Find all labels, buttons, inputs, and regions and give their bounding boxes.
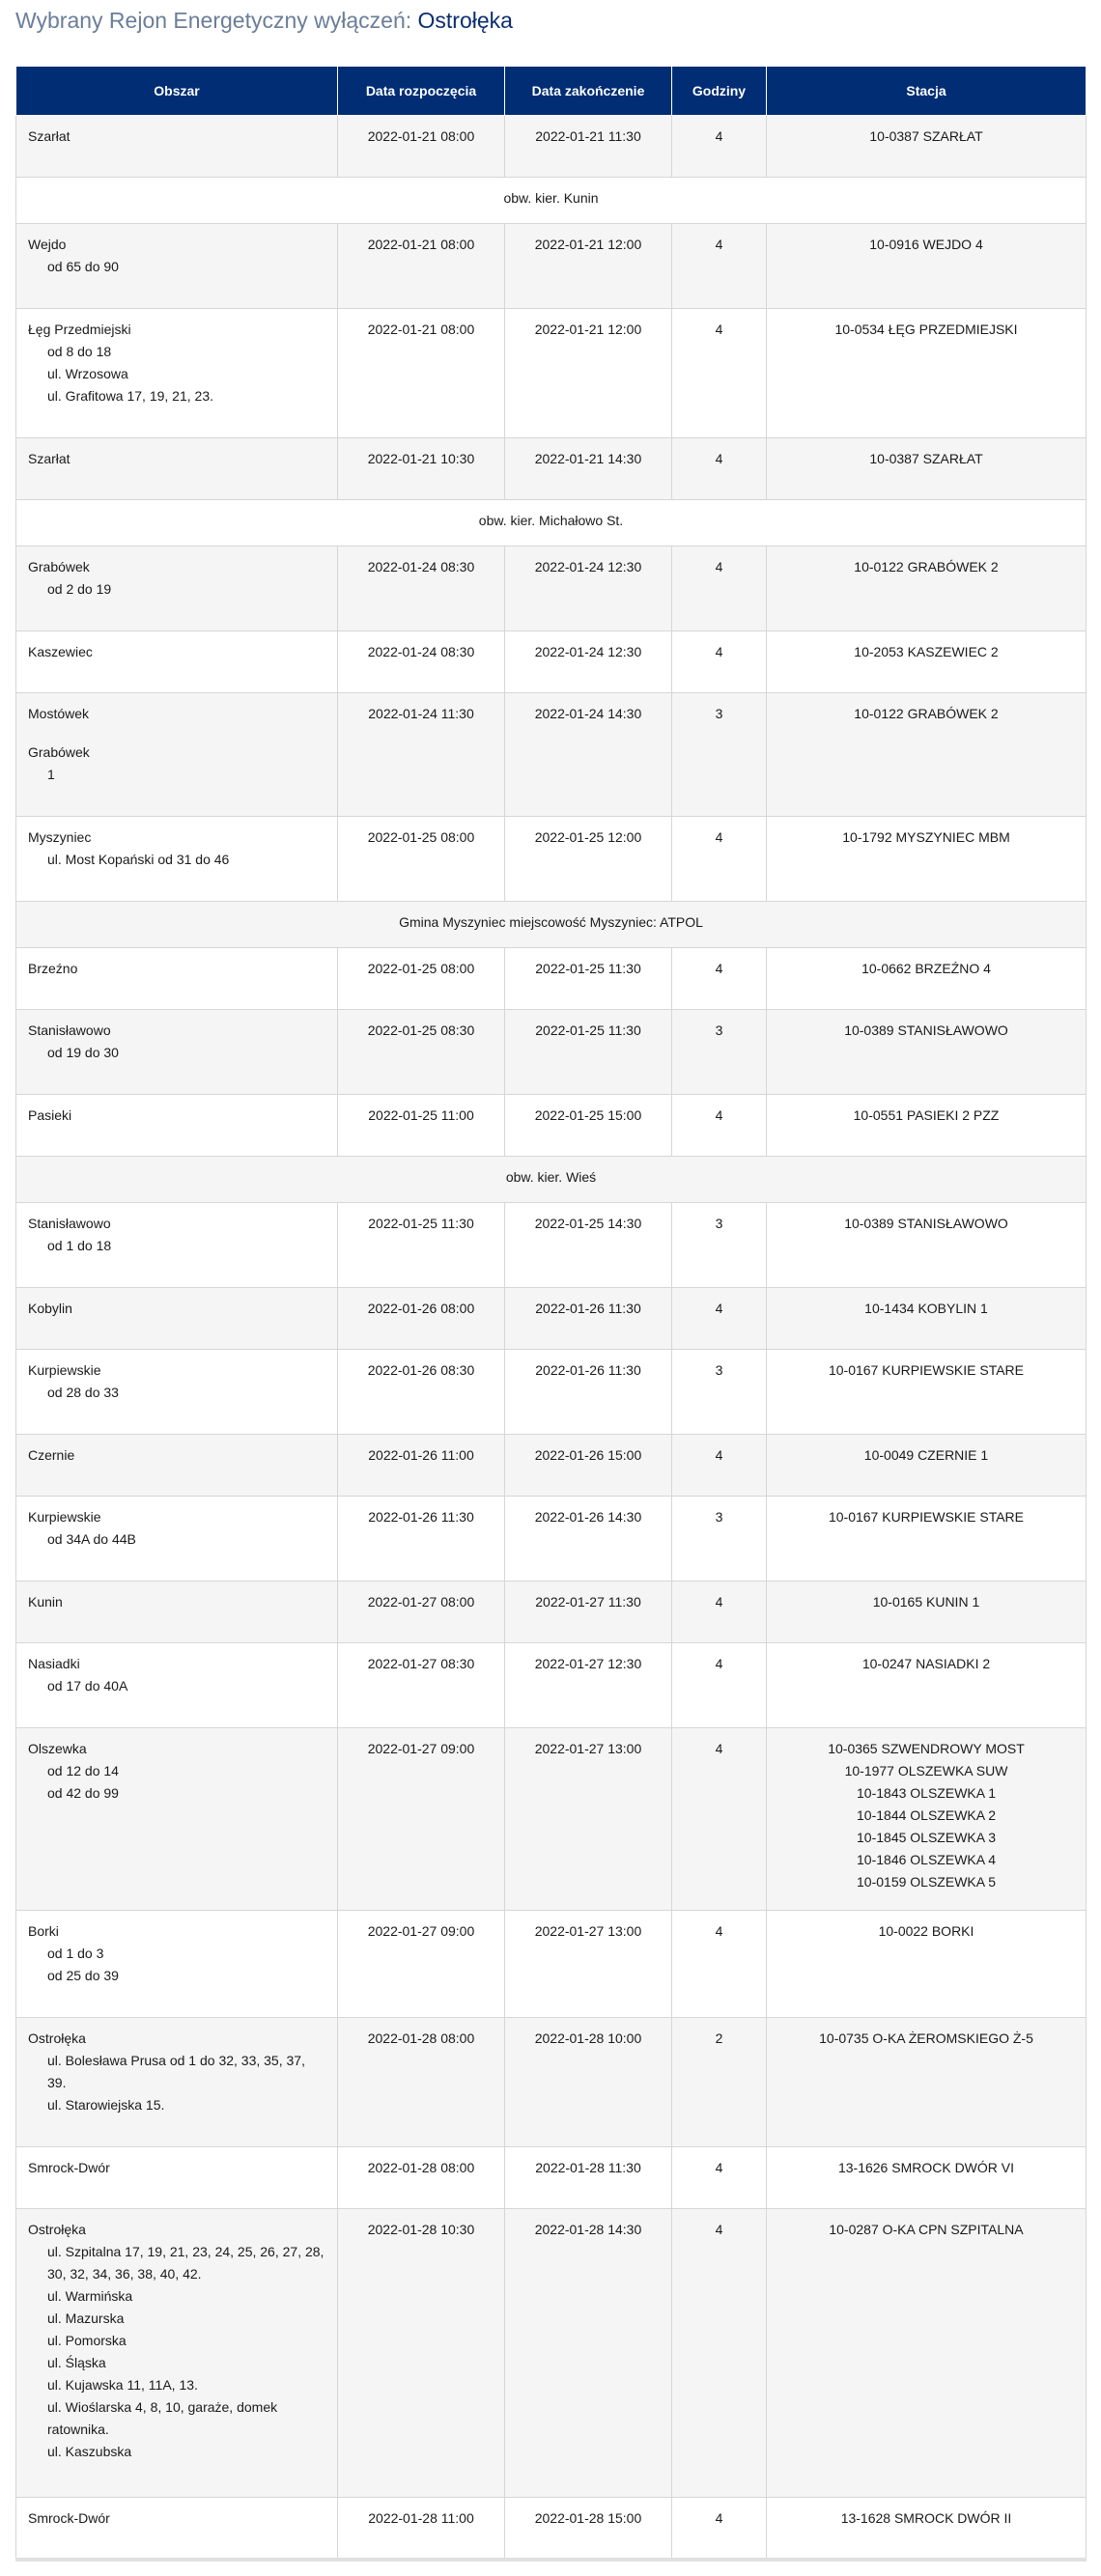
cell-area <box>16 1010 338 1095</box>
table-row <box>16 1911 1087 2018</box>
area-name: Nasiadki <box>28 1656 80 1671</box>
cell-start-date: 2022-01-25 08:00 <box>338 817 505 902</box>
cell-area <box>16 1288 338 1350</box>
cell-end-date: 2022-01-21 12:00 <box>505 309 672 438</box>
cell-end-date: 2022-01-21 14:30 <box>505 438 672 500</box>
cell-hours: 4 <box>672 1643 767 1728</box>
area-name: Myszyniec <box>28 829 92 845</box>
cell-area <box>16 1728 338 1911</box>
table-row <box>16 1010 1087 1095</box>
group-label: obw. kier. Wieś <box>16 1157 1087 1203</box>
group-label: obw. kier. Kunin <box>16 178 1087 224</box>
cell-area <box>16 2498 338 2560</box>
area-detail: ul. Kujawska 11, 11A, 13. <box>47 2377 198 2393</box>
station-id: 10-1846 OLSZEWKA 4 <box>857 1852 996 1867</box>
group-row <box>16 1157 1087 1203</box>
cell-end-date: 2022-01-25 14:30 <box>505 1203 672 1288</box>
area-detail: ul. Starowiejska 15. <box>47 2097 165 2113</box>
cell-start-date: 2022-01-25 11:30 <box>338 1203 505 1288</box>
cell-end-date: 2022-01-26 11:30 <box>505 1350 672 1435</box>
area-name: Brzeźno <box>28 961 78 976</box>
area-detail: od 1 do 3 <box>47 1946 104 1961</box>
station-id: 10-0122 GRABÓWEK 2 <box>854 559 999 574</box>
area-name: Stanisławowo <box>28 1022 111 1038</box>
table-body <box>16 116 1087 2560</box>
area-detail: ul. Pomorska <box>47 2333 127 2348</box>
area-detail: ul. Kaszubska <box>47 2444 132 2459</box>
station-id: 10-0551 PASIEKI 2 PZZ <box>853 1107 1000 1123</box>
table-row <box>16 948 1087 1010</box>
cell-hours: 3 <box>672 1497 767 1582</box>
station-id: 10-0389 STANISŁAWOWO <box>844 1216 1008 1231</box>
area-detail: ul. Wioślarska 4, 8, 10, garaże, domek ratownika. <box>47 2399 278 2437</box>
cell-area <box>16 224 338 309</box>
area-detail: ul. Mazurska <box>47 2310 125 2326</box>
cell-station <box>767 1288 1087 1350</box>
cell-station <box>767 1911 1087 2018</box>
cell-end-date: 2022-01-24 12:30 <box>505 546 672 631</box>
cell-area <box>16 546 338 631</box>
table-row <box>16 1497 1087 1582</box>
cell-area <box>16 1911 338 2018</box>
area-name: Szarłat <box>28 451 71 466</box>
cell-hours: 4 <box>672 2147 767 2209</box>
cell-start-date: 2022-01-27 08:00 <box>338 1582 505 1643</box>
station-id: 10-2053 KASZEWIEC 2 <box>854 644 999 659</box>
area-name: Grabówek <box>28 559 90 574</box>
cell-area <box>16 1497 338 1582</box>
cell-start-date: 2022-01-25 11:00 <box>338 1095 505 1157</box>
area-detail: ul. Warmińska <box>47 2288 133 2304</box>
selected-region: Ostrołęka <box>417 8 513 33</box>
cell-start-date: 2022-01-24 08:30 <box>338 631 505 693</box>
cell-end-date: 2022-01-25 11:30 <box>505 1010 672 1095</box>
cell-end-date: 2022-01-28 14:30 <box>505 2209 672 2498</box>
station-id: 10-0735 O-KA ŻEROMSKIEGO Ż-5 <box>819 2030 1033 2046</box>
cell-station <box>767 631 1087 693</box>
area-name: Ostrołęka <box>28 2030 86 2046</box>
area-detail: od 42 do 99 <box>47 1785 119 1801</box>
station-id: 10-1843 OLSZEWKA 1 <box>857 1785 996 1801</box>
station-id: 13-1626 SMROCK DWÓR VI <box>837 2160 1015 2175</box>
table-row <box>16 1350 1087 1435</box>
cell-start-date: 2022-01-28 11:00 <box>338 2498 505 2560</box>
cell-area <box>16 2209 338 2498</box>
station-id: 10-1792 MYSZYNIEC MBM <box>842 829 1010 845</box>
cell-station <box>767 2147 1087 2209</box>
cell-area <box>16 2018 338 2147</box>
cell-start-date: 2022-01-26 08:00 <box>338 1288 505 1350</box>
table-row <box>16 631 1087 693</box>
table-row <box>16 1203 1087 1288</box>
area-detail: od 28 do 33 <box>47 1385 119 1400</box>
cell-start-date: 2022-01-27 09:00 <box>338 1728 505 1911</box>
page-title <box>15 0 1086 66</box>
cell-start-date: 2022-01-28 08:00 <box>338 2018 505 2147</box>
area-detail: ul. Szpitalna 17, 19, 21, 23, 24, 25, 26, 27, 28, 30, 32, 34, 36, 38, 40, 42. <box>47 2244 325 2282</box>
cell-end-date: 2022-01-25 11:30 <box>505 948 672 1010</box>
cell-hours: 4 <box>672 1095 767 1157</box>
area-name: Czernie <box>28 1447 75 1463</box>
cell-station <box>767 948 1087 1010</box>
cell-start-date: 2022-01-24 11:30 <box>338 693 505 817</box>
station-id: 10-0365 SZWENDROWY MOST <box>828 1741 1025 1756</box>
table-row <box>16 224 1087 309</box>
area-detail: ul. Śląska <box>47 2355 106 2370</box>
table-row <box>16 2147 1087 2209</box>
area-detail: ul. Wrzosowa <box>47 366 128 381</box>
area-detail: od 25 do 39 <box>47 1968 119 1983</box>
cell-start-date: 2022-01-28 10:30 <box>338 2209 505 2498</box>
area-name: Kaszewiec <box>28 644 93 659</box>
area-detail: od 34A do 44B <box>47 1531 136 1547</box>
area-detail: od 12 do 14 <box>47 1763 119 1778</box>
cell-end-date: 2022-01-26 11:30 <box>505 1288 672 1350</box>
group-row <box>16 902 1087 948</box>
area-detail: Grabówek <box>28 744 90 760</box>
table-row <box>16 693 1087 817</box>
cell-station <box>767 2018 1087 2147</box>
cell-hours: 4 <box>672 116 767 178</box>
area-name: Łęg Przedmiejski <box>28 322 131 337</box>
area-name: Szarłat <box>28 128 71 144</box>
cell-end-date: 2022-01-28 11:30 <box>505 2147 672 2209</box>
cell-hours: 4 <box>672 2209 767 2498</box>
area-detail: od 8 do 18 <box>47 344 112 359</box>
outage-table <box>15 66 1087 2562</box>
station-id: 10-1977 OLSZEWKA SUW <box>844 1763 1008 1778</box>
cell-area <box>16 631 338 693</box>
cell-station <box>767 1095 1087 1157</box>
column-header-start-date: Data rozpoczęcia <box>338 67 505 116</box>
cell-station <box>767 224 1087 309</box>
cell-station <box>767 2209 1087 2498</box>
table-row <box>16 309 1087 438</box>
column-header-hours: Godziny <box>672 67 767 116</box>
cell-station <box>767 1203 1087 1288</box>
cell-area <box>16 2147 338 2209</box>
cell-station <box>767 693 1087 817</box>
cell-start-date: 2022-01-21 08:00 <box>338 309 505 438</box>
group-row <box>16 500 1087 546</box>
cell-station <box>767 1350 1087 1435</box>
area-name: Smrock-Dwór <box>28 2510 110 2526</box>
cell-station <box>767 1435 1087 1497</box>
cell-hours: 3 <box>672 693 767 817</box>
cell-station <box>767 1582 1087 1643</box>
station-id: 10-0662 BRZEŹNO 4 <box>861 961 991 976</box>
table-row <box>16 546 1087 631</box>
cell-station <box>767 116 1087 178</box>
table-row <box>16 2498 1087 2560</box>
cell-area <box>16 1582 338 1643</box>
area-name: Olszewka <box>28 1741 87 1756</box>
station-id: 10-0049 CZERNIE 1 <box>863 1447 989 1463</box>
station-id: 10-0247 NASIADKI 2 <box>861 1656 991 1671</box>
cell-area <box>16 1350 338 1435</box>
cell-start-date: 2022-01-25 08:30 <box>338 1010 505 1095</box>
cell-area <box>16 1643 338 1728</box>
cell-hours: 4 <box>672 1911 767 2018</box>
table-row <box>16 438 1087 500</box>
column-header-end-date: Data zakończenie <box>505 67 672 116</box>
cell-hours: 3 <box>672 1350 767 1435</box>
area-name: Kurpiewskie <box>28 1509 101 1525</box>
table-row <box>16 1435 1087 1497</box>
cell-area <box>16 438 338 500</box>
cell-end-date: 2022-01-27 13:00 <box>505 1911 672 2018</box>
station-id: 10-0387 SZARŁAT <box>869 128 983 144</box>
cell-hours: 4 <box>672 948 767 1010</box>
cell-area <box>16 309 338 438</box>
cell-end-date: 2022-01-26 14:30 <box>505 1497 672 1582</box>
cell-hours: 4 <box>672 309 767 438</box>
cell-hours: 4 <box>672 1728 767 1911</box>
area-name: Kurpiewskie <box>28 1362 101 1378</box>
cell-hours: 4 <box>672 438 767 500</box>
group-label: Gmina Myszyniec miejscowość Myszyniec: ATPOL <box>16 902 1087 948</box>
cell-station <box>767 1643 1087 1728</box>
cell-end-date: 2022-01-27 13:00 <box>505 1728 672 1911</box>
table-row <box>16 2209 1087 2498</box>
cell-start-date: 2022-01-25 08:00 <box>338 948 505 1010</box>
station-id: 10-0287 O-KA CPN SZPITALNA <box>829 2222 1024 2237</box>
station-id: 10-0916 WEJDO 4 <box>869 237 983 252</box>
station-id: 10-1844 OLSZEWKA 2 <box>857 1807 996 1823</box>
cell-area <box>16 1435 338 1497</box>
cell-station <box>767 546 1087 631</box>
cell-area <box>16 817 338 902</box>
cell-station <box>767 1728 1087 1911</box>
cell-start-date: 2022-01-26 11:30 <box>338 1497 505 1582</box>
cell-hours: 4 <box>672 1288 767 1350</box>
cell-end-date: 2022-01-26 15:00 <box>505 1435 672 1497</box>
station-id: 13-1628 SMROCK DWÓR II <box>840 2510 1012 2526</box>
station-id: 10-0167 KURPIEWSKIE STARE <box>828 1362 1025 1378</box>
station-id: 10-1434 KOBYLIN 1 <box>864 1301 988 1316</box>
area-detail: ul. Bolesława Prusa od 1 do 32, 33, 35, 37, 39. <box>47 2053 305 2090</box>
cell-start-date: 2022-01-21 08:00 <box>338 116 505 178</box>
group-label: obw. kier. Michałowo St. <box>16 500 1087 546</box>
area-detail: od 2 do 19 <box>47 581 112 597</box>
station-id: 10-0165 KUNIN 1 <box>872 1594 980 1610</box>
area-detail: od 1 do 18 <box>47 1238 112 1253</box>
table-row <box>16 1643 1087 1728</box>
station-id: 10-0167 KURPIEWSKIE STARE <box>828 1509 1025 1525</box>
area-name: Ostrołęka <box>28 2222 86 2237</box>
cell-start-date: 2022-01-26 11:00 <box>338 1435 505 1497</box>
cell-hours: 4 <box>672 546 767 631</box>
cell-station <box>767 1010 1087 1095</box>
cell-hours: 4 <box>672 224 767 309</box>
cell-hours: 4 <box>672 1435 767 1497</box>
cell-end-date: 2022-01-25 15:00 <box>505 1095 672 1157</box>
area-detail: od 19 do 30 <box>47 1045 119 1060</box>
cell-start-date: 2022-01-24 08:30 <box>338 546 505 631</box>
area-name: Kunin <box>28 1594 63 1610</box>
column-header-area: Obszar <box>16 67 338 116</box>
group-row <box>16 178 1087 224</box>
cell-end-date: 2022-01-28 10:00 <box>505 2018 672 2147</box>
cell-hours: 3 <box>672 1010 767 1095</box>
table-row <box>16 1728 1087 1911</box>
cell-station <box>767 309 1087 438</box>
cell-station <box>767 2498 1087 2560</box>
cell-hours: 4 <box>672 2498 767 2560</box>
area-name: Kobylin <box>28 1301 72 1316</box>
cell-end-date: 2022-01-25 12:00 <box>505 817 672 902</box>
table-row <box>16 1288 1087 1350</box>
cell-start-date: 2022-01-21 08:00 <box>338 224 505 309</box>
station-id: 10-0022 BORKI <box>878 1923 974 1939</box>
cell-area <box>16 1203 338 1288</box>
area-detail: 1 <box>47 767 55 782</box>
cell-hours: 4 <box>672 817 767 902</box>
cell-end-date: 2022-01-27 12:30 <box>505 1643 672 1728</box>
cell-area <box>16 948 338 1010</box>
station-id: 10-1845 OLSZEWKA 3 <box>857 1830 996 1845</box>
area-name: Mostówek <box>28 706 90 721</box>
cell-end-date: 2022-01-24 14:30 <box>505 693 672 817</box>
cell-station <box>767 817 1087 902</box>
cell-start-date: 2022-01-27 08:30 <box>338 1643 505 1728</box>
cell-end-date: 2022-01-28 15:00 <box>505 2498 672 2560</box>
cell-start-date: 2022-01-26 08:30 <box>338 1350 505 1435</box>
area-detail: ul. Grafitowa 17, 19, 21, 23. <box>47 388 213 404</box>
cell-hours: 2 <box>672 2018 767 2147</box>
area-detail: od 65 do 90 <box>47 259 119 274</box>
area-name: Wejdo <box>28 237 67 252</box>
cell-start-date: 2022-01-28 08:00 <box>338 2147 505 2209</box>
station-id: 10-0389 STANISŁAWOWO <box>844 1022 1008 1038</box>
column-header-station: Stacja <box>767 67 1087 116</box>
table-row <box>16 817 1087 902</box>
area-detail: od 17 do 40A <box>47 1678 128 1694</box>
cell-area <box>16 693 338 817</box>
cell-hours: 4 <box>672 1582 767 1643</box>
area-name: Borki <box>28 1923 59 1939</box>
cell-end-date: 2022-01-21 11:30 <box>505 116 672 178</box>
cell-end-date: 2022-01-24 12:30 <box>505 631 672 693</box>
cell-station <box>767 1497 1087 1582</box>
cell-station <box>767 438 1087 500</box>
cell-start-date: 2022-01-27 09:00 <box>338 1911 505 2018</box>
cell-start-date: 2022-01-21 10:30 <box>338 438 505 500</box>
area-name: Stanisławowo <box>28 1216 111 1231</box>
area-spacer <box>28 725 325 742</box>
station-id: 10-0387 SZARŁAT <box>869 451 983 466</box>
page-title-prefix: Wybrany Rejon Energetyczny wyłączeń: <box>15 8 418 33</box>
table-header-row <box>16 67 1087 116</box>
station-id: 10-0159 OLSZEWKA 5 <box>857 1874 996 1890</box>
station-id: 10-0122 GRABÓWEK 2 <box>854 706 999 721</box>
cell-end-date: 2022-01-27 11:30 <box>505 1582 672 1643</box>
station-id: 10-0534 ŁĘG PRZEDMIEJSKI <box>834 322 1018 337</box>
cell-hours: 4 <box>672 631 767 693</box>
table-row <box>16 116 1087 178</box>
table-row <box>16 1095 1087 1157</box>
cell-end-date: 2022-01-21 12:00 <box>505 224 672 309</box>
area-name: Pasieki <box>28 1107 72 1123</box>
area-detail: ul. Most Kopański od 31 do 46 <box>47 852 230 867</box>
cell-area <box>16 116 338 178</box>
table-row <box>16 2018 1087 2147</box>
table-row <box>16 1582 1087 1643</box>
cell-hours: 3 <box>672 1203 767 1288</box>
cell-area <box>16 1095 338 1157</box>
area-name: Smrock-Dwór <box>28 2160 110 2175</box>
